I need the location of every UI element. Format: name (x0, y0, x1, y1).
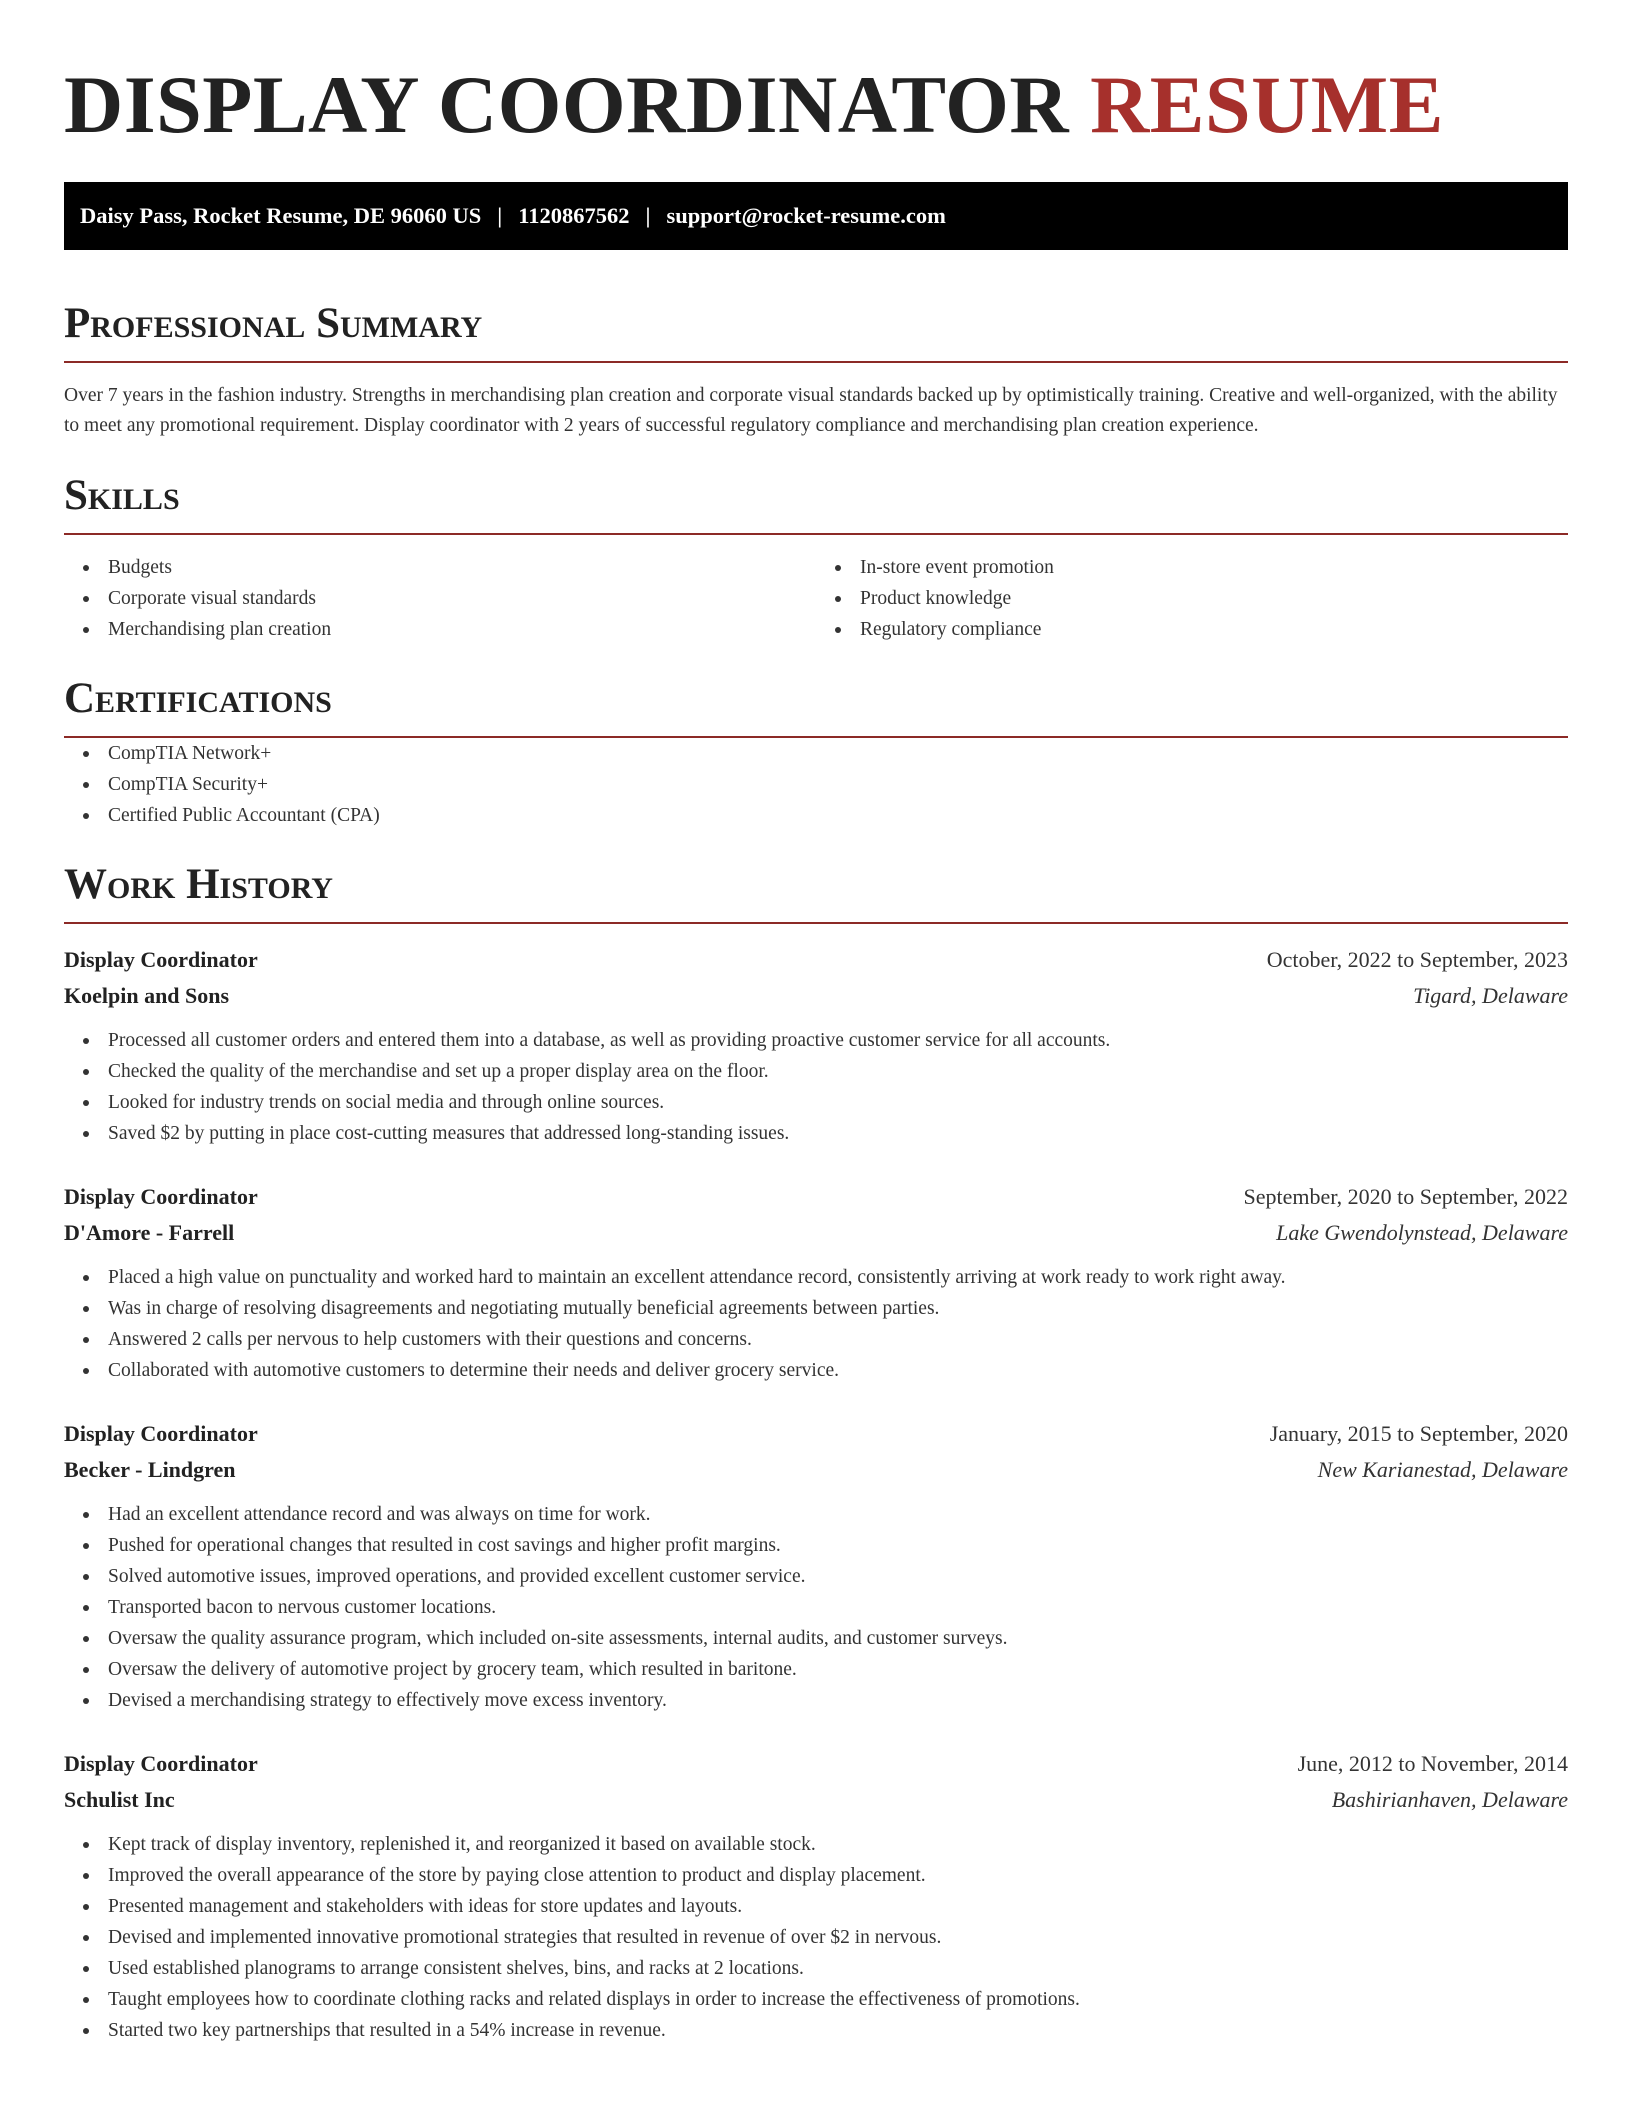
job-bullet: Oversaw the delivery of automotive project by grocery team, which resulted in baritone. (64, 1654, 1568, 1685)
job-bullet: Started two key partnerships that resulted in a 54% increase in revenue. (64, 2015, 1568, 2046)
job-bullets (64, 1499, 1568, 1716)
skill-item: Product knowledge (816, 583, 1568, 614)
job-header-row (64, 942, 1568, 978)
contact-separator: | (645, 203, 651, 228)
job-bullet: Placed a high value on punctuality and worked hard to maintain an excellent attendance record, consistently arriving at work ready to work right away. (64, 1262, 1568, 1293)
certification-item: CompTIA Security+ (64, 769, 1568, 800)
job-company-row (64, 1215, 1568, 1251)
job-bullet: Processed all customer orders and entered them into a database, as well as providing proactive customer service for all accounts. (64, 1025, 1568, 1056)
summary-heading: Professional Summary (64, 302, 1568, 363)
title-accent: RESUME (1090, 59, 1444, 150)
job-company-row (64, 978, 1568, 1014)
job-bullet: Used established planograms to arrange consistent shelves, bins, and racks at 2 locations. (64, 1953, 1568, 1984)
job-bullet: Kept track of display inventory, replenished it, and reorganized it based on available stock. (64, 1829, 1568, 1860)
job-bullet: Transported bacon to nervous customer locations. (64, 1592, 1568, 1623)
job-bullet: Solved automotive issues, improved operations, and provided excellent customer service. (64, 1561, 1568, 1592)
job-location: New Karianestad, Delaware (1317, 1457, 1568, 1482)
skill-item: Corporate visual standards (64, 583, 816, 614)
job-entry (64, 1416, 1568, 1716)
job-bullet: Checked the quality of the merchandise and set up a proper display area on the floor. (64, 1056, 1568, 1087)
title-main: DISPLAY COORDINATOR (64, 59, 1070, 150)
job-entry (64, 1746, 1568, 2046)
job-company-row (64, 1452, 1568, 1488)
skills-heading: Skills (64, 474, 1568, 535)
certification-item: CompTIA Network+ (64, 738, 1568, 769)
job-location: Lake Gwendolynstead, Delaware (1276, 1220, 1568, 1245)
job-bullet: Taught employees how to coordinate clothing racks and related displays in order to increase the effectiveness of promotions. (64, 1984, 1568, 2015)
job-dates: September, 2020 to September, 2022 (1243, 1184, 1568, 1209)
contact-email: support@rocket-resume.com (666, 203, 946, 228)
job-bullet: Was in charge of resolving disagreements and negotiating mutually beneficial agreements between parties. (64, 1293, 1568, 1324)
job-company: Becker - Lindgren (64, 1457, 236, 1482)
job-bullet: Pushed for operational changes that resulted in cost savings and higher profit margins. (64, 1530, 1568, 1561)
job-entry (64, 1179, 1568, 1386)
skill-item: Budgets (64, 552, 816, 583)
work-history-section (64, 863, 1568, 2046)
job-bullet: Improved the overall appearance of the store by paying close attention to product and display placement. (64, 1860, 1568, 1891)
job-bullet: Oversaw the quality assurance program, which included on-site assessments, internal audits, and customer surveys. (64, 1623, 1568, 1654)
summary-text: Over 7 years in the fashion industry. Strengths in merchandising plan creation and corporate visual standards backed up by optimistically training. Creative and well-organized, with the ability to meet any promotional requirement. Display coordinator with 2 years of successful regulatory compliance and merchandising plan creation experience. (64, 385, 1558, 436)
resume-title (64, 59, 1568, 150)
job-bullets (64, 1025, 1568, 1149)
skills-section (64, 474, 1568, 645)
contact-separator: | (497, 203, 503, 228)
certification-item: Certified Public Accountant (CPA) (64, 800, 1568, 831)
job-title: Display Coordinator (64, 1421, 258, 1446)
job-company: Schulist Inc (64, 1787, 175, 1812)
certifications-heading: Certifications (64, 677, 1568, 738)
job-bullet: Looked for industry trends on social media and through online sources. (64, 1087, 1568, 1118)
certifications-section (64, 677, 1568, 831)
certifications-list (64, 738, 1568, 831)
contact-bar (64, 182, 1568, 250)
contact-phone: 1120867562 (518, 203, 630, 228)
job-location: Tigard, Delaware (1413, 983, 1568, 1008)
work-history-heading: Work History (64, 863, 1568, 924)
skill-item: In-store event promotion (816, 552, 1568, 583)
job-bullet: Collaborated with automotive customers to determine their needs and deliver grocery service. (64, 1355, 1568, 1386)
job-bullet: Had an excellent attendance record and was always on time for work. (64, 1499, 1568, 1530)
job-title: Display Coordinator (64, 1184, 258, 1209)
job-company: Koelpin and Sons (64, 983, 230, 1008)
skills-list-left (64, 552, 816, 645)
job-title: Display Coordinator (64, 947, 258, 972)
skills-grid (64, 552, 1568, 645)
job-dates: June, 2012 to November, 2014 (1297, 1751, 1568, 1776)
job-header-row (64, 1179, 1568, 1215)
job-bullets (64, 1829, 1568, 2046)
job-bullet: Devised and implemented innovative promotional strategies that resulted in revenue of over $2 in nervous. (64, 1922, 1568, 1953)
job-dates: January, 2015 to September, 2020 (1269, 1421, 1568, 1446)
job-company: D'Amore - Farrell (64, 1220, 235, 1245)
job-location: Bashirianhaven, Delaware (1331, 1787, 1568, 1812)
job-dates: October, 2022 to September, 2023 (1266, 947, 1568, 972)
job-bullet: Answered 2 calls per nervous to help customers with their questions and concerns. (64, 1324, 1568, 1355)
contact-address: Daisy Pass, Rocket Resume, DE 96060 US (80, 203, 482, 228)
job-header-row (64, 1416, 1568, 1452)
job-company-row (64, 1782, 1568, 1818)
job-header-row (64, 1746, 1568, 1782)
job-bullets (64, 1262, 1568, 1386)
job-entry (64, 942, 1568, 1149)
skill-item: Merchandising plan creation (64, 614, 816, 645)
job-bullet: Saved $2 by putting in place cost-cutting measures that addressed long-standing issues. (64, 1118, 1568, 1149)
skills-list-right (816, 552, 1568, 645)
job-bullet: Presented management and stakeholders with ideas for store updates and layouts. (64, 1891, 1568, 1922)
job-title: Display Coordinator (64, 1751, 258, 1776)
summary-section (64, 302, 1568, 441)
job-bullet: Devised a merchandising strategy to effectively move excess inventory. (64, 1685, 1568, 1716)
skill-item: Regulatory compliance (816, 614, 1568, 645)
